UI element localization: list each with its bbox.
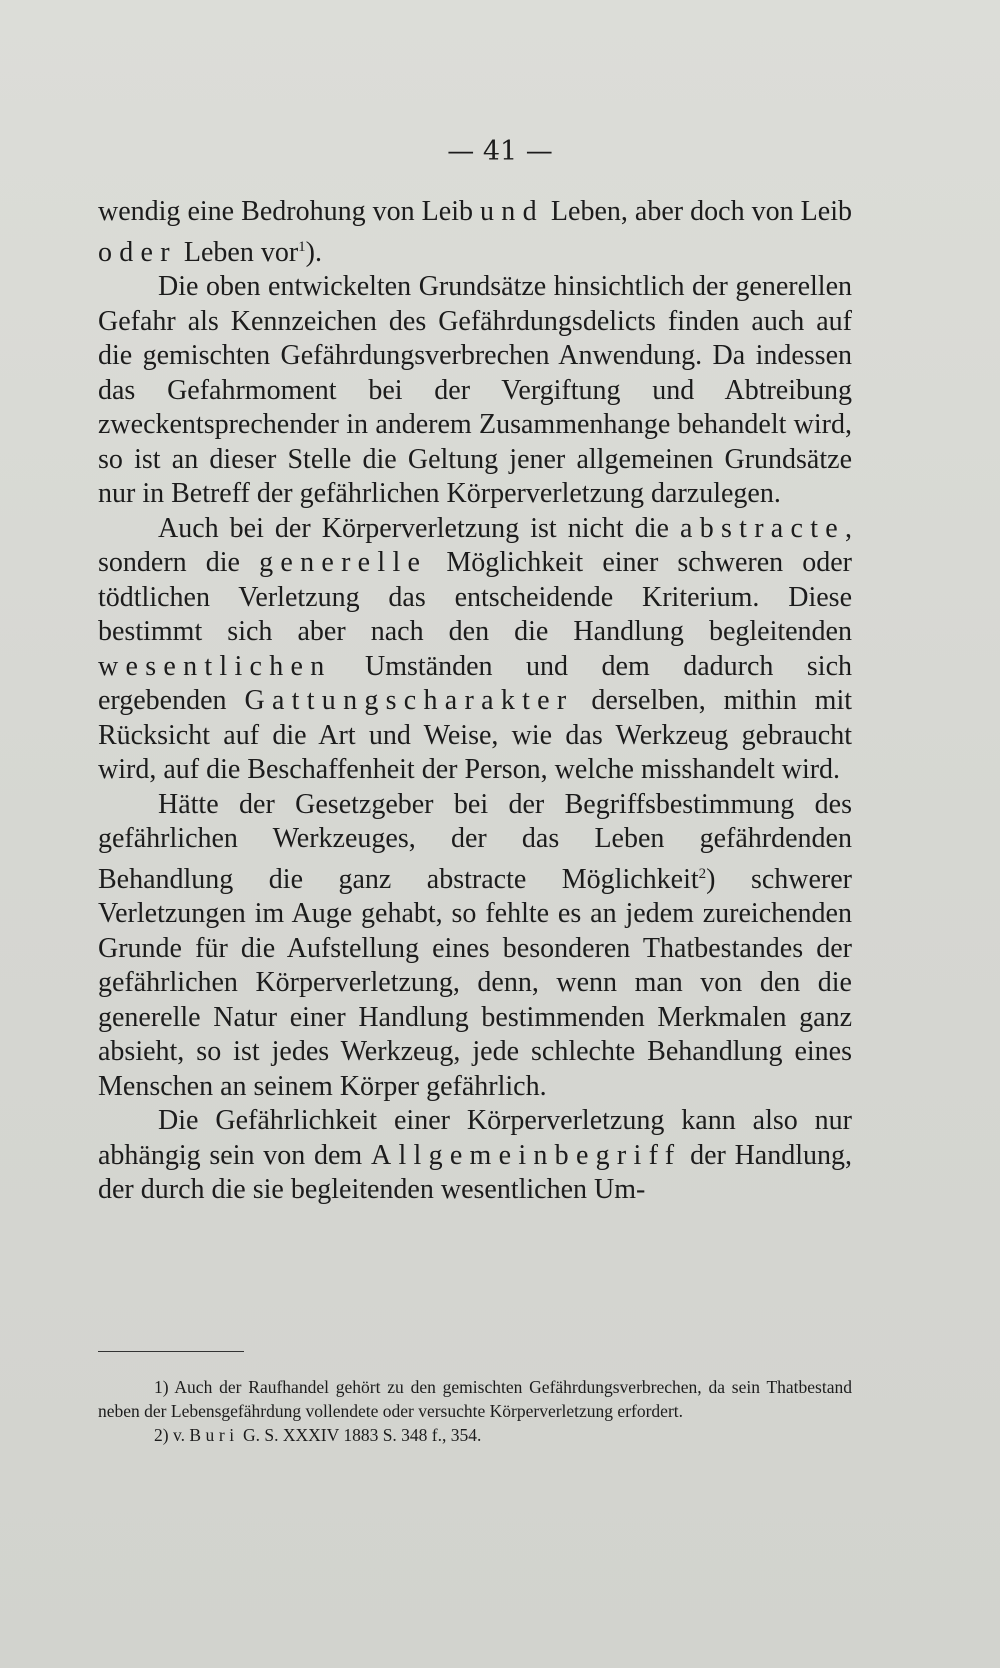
paragraph: Hätte der Gesetzgeber bei der Begriffsbestimmung des gefährlichen Werkzeuges, der das Leben gefährdenden Behandlung die ganz abstracte Möglichkeit$^2$) schwerer Verletzungen im Auge gehabt, so fehlte es an jedem zureichenden Grunde für die Aufstellung eines besonderen Thatbestandes der gefährlichen Körperverletzung, denn, wenn man von den die generelle Natur einer Handlung bestimmenden Merkmalen ganz absieht, so ist jedes Werkzeug, jede schlechte Behandlung eines Menschen an seinem Körper gefährlich. — [98, 788, 853, 1102]
page-number: — 41 — — [447, 136, 553, 167]
footnote-divider — [98, 1351, 244, 1352]
spaced-emphasis: und — [480, 196, 544, 227]
footnote-ref-1: 1 — [298, 238, 306, 255]
spaced-emphasis: generelle — [259, 547, 428, 578]
spaced-emphasis: abstracte — [679, 512, 845, 544]
footnotes — [98, 1375, 852, 1447]
paragraph: Auch bei der Körperverletzung ist nicht die abstracte, sondern die generelle Möglichkeit einer schweren oder tödtlichen Verletzung das entscheidende Kriterium. Diese bestimmt sich aber nach den die Handlung begleitenden wesentlichen Umständen und dem dadurch sich ergebenden Gattungscharakter derselben, mithin mit Rücksicht auf die Art und Weise, wie das Werkzeug gebraucht wird, auf die Beschaffenheit der Person, welche misshandelt wird. — [98, 512, 852, 785]
paragraph: Die oben entwickelten Grundsätze hinsichtlich der generellen Gefahr als Kennzeichen des Gefährdungsdelicts finden auch auf die gemischten Gefährdungsverbrechen Anwendung. Da indessen das Gefahrmoment bei der Vergiftung und Abtreibung zweckentsprechender in anderem Zusammenhange behandelt wird, so ist an dieser Stelle die Geltung jener allgemeinen Grundsätze nur in Betreff der gefährlichen Körperverletzung darzulegen. — [98, 271, 852, 509]
spaced-emphasis: oder — [98, 236, 177, 268]
paragraph: Die Gefährlichkeit einer Körperverletzung kann also nur abhängig sein von dem Allgemeinbegriff der Handlung, der durch die sie begleitenden wesentlichen Um- — [98, 1105, 852, 1205]
spaced-emphasis: wesentlichen — [98, 650, 332, 682]
footnote-1: 1) Auch der Raufhandel gehört zu den gemischten Gefährdungsverbrechen, da sein Thatbestand neben der Lebensgefährdung vollendete oder versuchte Körperverletzung erfordert. — [98, 1377, 852, 1421]
spaced-emphasis: Gattungscharakter — [244, 685, 574, 716]
main-text — [98, 195, 852, 1208]
spaced-emphasis: Allgemeinbegriff — [370, 1139, 682, 1171]
author-name: Buri — [189, 1425, 239, 1445]
paragraph-continuation: wendig eine Bedrohung von Leib und Leben, aber doch von Leib oder Leben vor$^1$). — [98, 196, 852, 268]
footnote-2: 2) v. Buri G. S. XXXIV 1883 S. 348 f., 354. — [154, 1425, 482, 1445]
footnote-ref-2: 2 — [698, 865, 707, 882]
